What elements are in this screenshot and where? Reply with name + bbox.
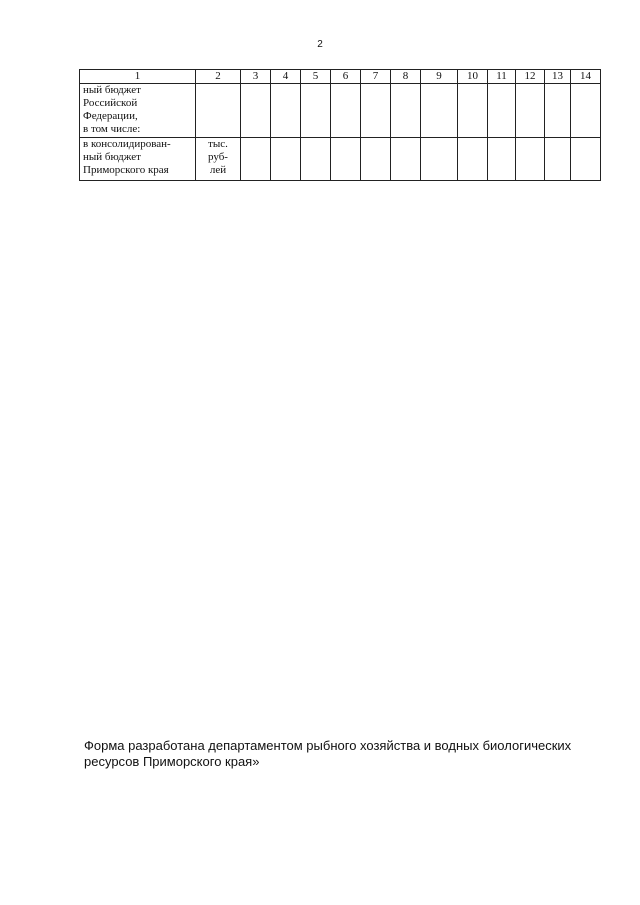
column-header: 10 [458, 70, 488, 84]
table-cell [271, 138, 301, 181]
footer-line: ресурсов Приморского края» [84, 754, 260, 769]
row-name-line: Российской [83, 97, 138, 109]
row-name-line: Приморского края [83, 164, 169, 176]
column-header: 3 [241, 70, 271, 84]
footer-line: Форма разработана департаментом рыбного хозяйства и водных биологических [84, 738, 572, 753]
table-cell [361, 138, 391, 181]
table-cell [241, 84, 271, 138]
row-name-cell [80, 138, 196, 181]
table-cell [516, 138, 545, 181]
row-name-line: ный бюджет [83, 151, 141, 163]
column-header: 4 [271, 70, 301, 84]
footer-note [84, 738, 624, 770]
table-cell [421, 138, 458, 181]
row-name-line: Федерации, [83, 110, 138, 122]
column-header: 2 [196, 70, 241, 84]
table-cell [458, 138, 488, 181]
unit-cell [196, 84, 241, 138]
column-header: 12 [516, 70, 545, 84]
table-cell [458, 84, 488, 138]
unit-line: лей [209, 164, 227, 176]
table-cell [571, 84, 601, 138]
column-header: 13 [545, 70, 571, 84]
table-cell [516, 84, 545, 138]
table-cell [241, 138, 271, 181]
data-table [79, 69, 601, 181]
table-cell [571, 138, 601, 181]
row-name-line: в том числе: [83, 123, 141, 135]
table-cell [331, 138, 361, 181]
column-header: 7 [361, 70, 391, 84]
unit-line: тыс. [208, 138, 228, 150]
table-cell [361, 84, 391, 138]
column-header: 5 [301, 70, 331, 84]
column-header: 8 [391, 70, 421, 84]
page-number: 2 [317, 39, 323, 50]
column-header: 14 [571, 70, 601, 84]
table-cell [545, 84, 571, 138]
column-header: 1 [80, 70, 196, 84]
table-cell [301, 138, 331, 181]
column-header: 11 [488, 70, 516, 84]
table-row [80, 84, 601, 138]
table-header-row [80, 70, 601, 84]
table-cell [331, 84, 361, 138]
table-row [80, 138, 601, 181]
unit-line: руб- [208, 151, 228, 163]
table-cell [271, 84, 301, 138]
row-name-cell [80, 84, 196, 138]
column-header: 6 [331, 70, 361, 84]
unit-cell [196, 138, 241, 181]
table-cell [391, 84, 421, 138]
table-cell [301, 84, 331, 138]
table-cell [421, 84, 458, 138]
table-cell [391, 138, 421, 181]
table-cell [488, 138, 516, 181]
row-name-line: ный бюджет [83, 84, 141, 96]
table-cell [545, 138, 571, 181]
row-name-line: в консолидирован- [83, 138, 171, 150]
table-cell [488, 84, 516, 138]
column-header: 9 [421, 70, 458, 84]
